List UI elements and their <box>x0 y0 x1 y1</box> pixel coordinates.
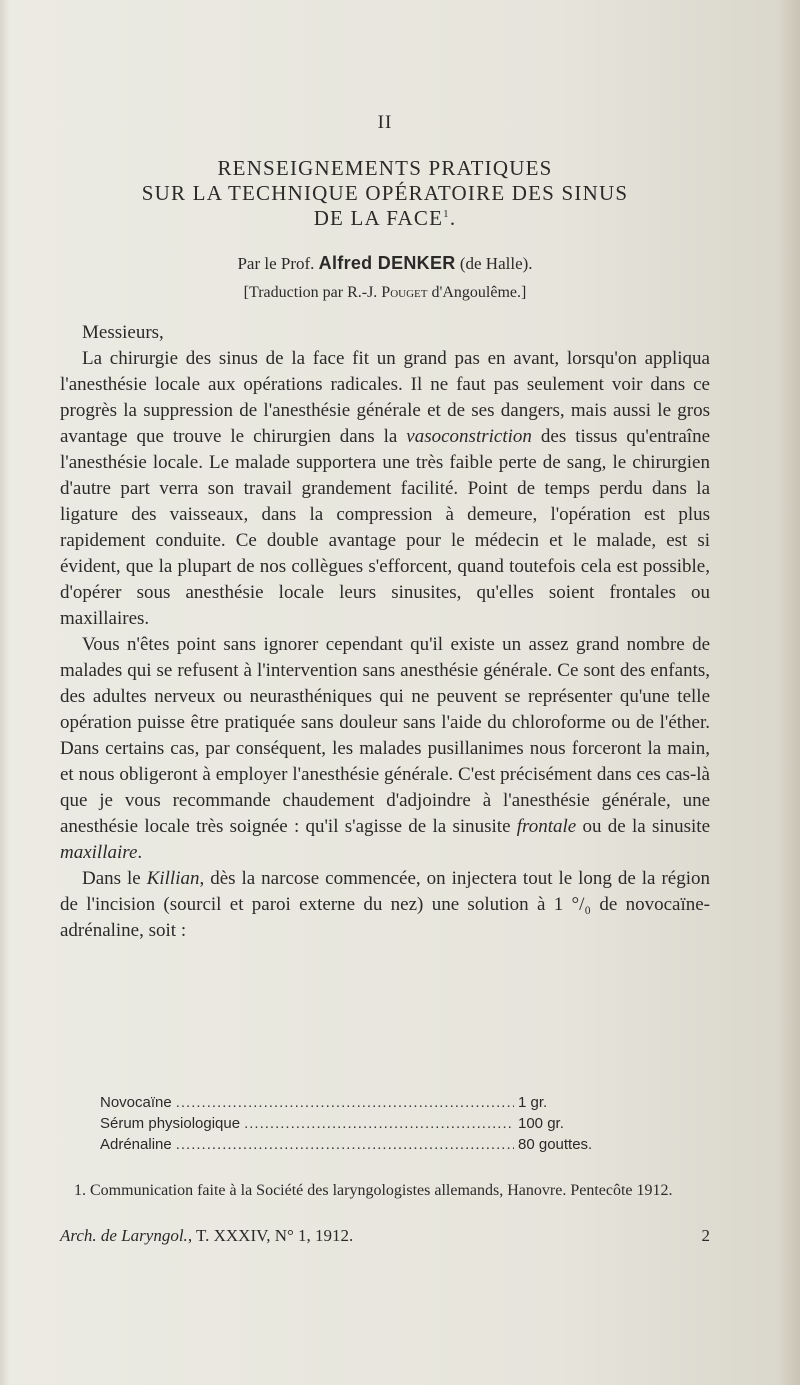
leader-dots <box>176 1092 514 1113</box>
translator-name: Pouget <box>381 284 428 301</box>
article-body <box>60 320 710 944</box>
journal-volume: , T. XXXIV, N° 1, 1912. <box>187 1226 354 1245</box>
recipe-ingredient: Sérum physiologique <box>100 1115 241 1132</box>
journal-name: Arch. de Laryngol. <box>60 1226 188 1245</box>
paragraph-1: La chirurgie des sinus de la face fit un grand pas en avant, lorsqu'on appliqua l'anesthésie locale aux opérations radicales. Il ne faut pas seulement voir dans ce progrès la suppression de l'anesthésie générale et de ses dangers, mais aussi le gros avantage que trouve le chirurgien dans la vasoconstriction des tissus qu'entraîne l'anesthésie locale. Le malade supportera une très faible perte de sang, le chirurgien d'autre part verra son travail grandement facilité. Point de temps perdu dans la ligature des vaisseaux, dans la compression à demeure, l'opération est plus rapidement conduite. Ce double avantage pour le médecin et le malade, est si évident, que la plupart de nos collègues s'efforcent, quand toutefois cela est possible, d'opérer sous anesthésie locale leurs sinusites, qu'elles soient frontales ou maxillaires. <box>60 348 711 629</box>
title-line-3: DE LA FACE$^1$. <box>313 206 457 230</box>
author-byline: Par le Prof. Alfred DENKER (de Halle). <box>237 253 533 273</box>
page-number: II <box>377 112 393 133</box>
emphasis-vasoconstriction: vasoconstriction <box>406 426 532 447</box>
journal-citation <box>60 1226 710 1246</box>
leader-dots <box>244 1113 514 1134</box>
author-name: Alfred DENKER <box>318 253 456 273</box>
recipe-row <box>100 1113 600 1134</box>
recipe-ingredient: Adrénaline <box>100 1136 172 1153</box>
recipe-quantity: 100 gr. <box>518 1115 564 1132</box>
page-left-shadow <box>0 0 10 1385</box>
footnote-text: 1. Communication faite à la Société des laryngologistes allemands, Hanovre. Pentecôte 1912. <box>74 1182 673 1199</box>
translation-credit: [Traduction par R.-J. Pouget d'Angoulême.] <box>243 284 527 301</box>
recipe-ingredient: Novocaïne <box>100 1094 172 1111</box>
paragraph-2: Vous n'êtes point sans ignorer cependant qu'il existe un assez grand nombre de malades qui se refusent à l'intervention sans anesthésie générale. Ce sont des enfants, des adultes nerveux ou neurasthéniques qui ne peuvent se représenter qu'une telle opération puisse être pratiquée sans douleur sans l'aide du chloroforme ou de l'éther. Dans certains cas, par conséquent, les malades pusillanimes nous forceront la main, et nous obligeront à employer l'anesthésie générale. C'est précisément dans ces cas-là que je vous recommande chaudement d'adjoindre à l'anesthésie générale, une anesthésie locale très soignée : qu'il s'agisse de la sinusite frontale ou de la sinusite maxillaire. <box>60 634 711 863</box>
recipe-list <box>100 1092 600 1155</box>
title-line-1: RENSEIGNEMENTS PRATIQUES <box>217 156 553 180</box>
recipe-row <box>100 1092 600 1113</box>
paragraph-3: Dans le Killian, dès la narcose commencée, on injectera tout le long de la région de l'incision (sourcil et paroi externe du nez) une solution à 1 °/₀ de novocaïne-adrénaline, soit : <box>60 868 710 941</box>
sheet-number: 2 <box>701 1226 710 1245</box>
recipe-quantity: 1 gr. <box>518 1094 548 1111</box>
leader-dots <box>176 1134 514 1155</box>
emphasis-maxillaire: maxillaire <box>60 842 138 863</box>
salutation: Messieurs, <box>82 322 164 343</box>
recipe-quantity: 80 gouttes. <box>518 1136 593 1153</box>
emphasis-frontale: frontale <box>516 816 577 837</box>
emphasis-killian: Killian <box>146 868 200 889</box>
recipe-row <box>100 1134 600 1155</box>
footnote <box>60 1180 710 1201</box>
article-title <box>60 156 710 231</box>
page-right-shadow <box>778 0 800 1385</box>
footnote-marker: 1 <box>443 208 450 220</box>
title-line-2: SUR LA TECHNIQUE OPÉRATOIRE DES SINUS <box>141 181 629 205</box>
